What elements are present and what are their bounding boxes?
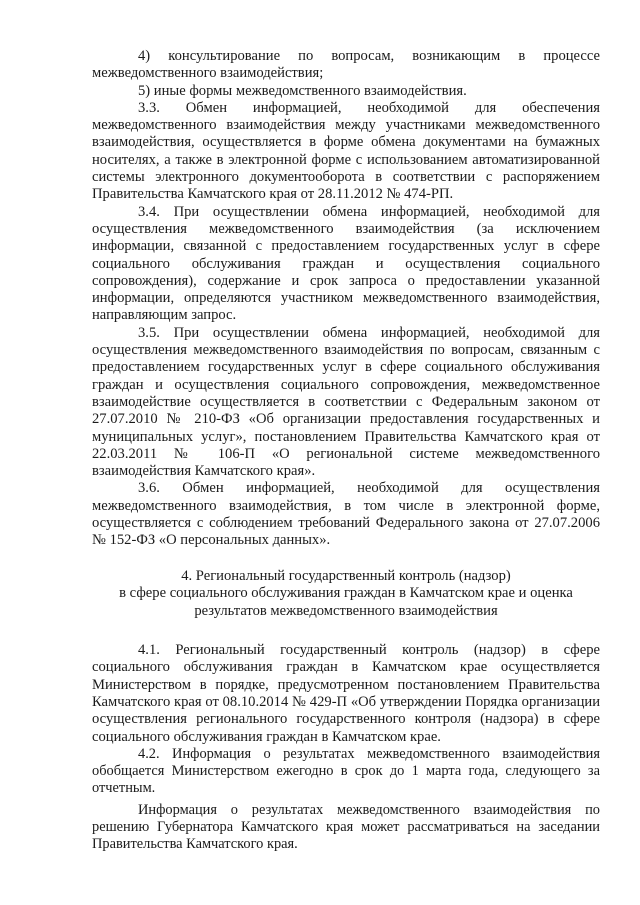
section-4-heading-line-1: 4. Региональный государственный контроль (надзор) bbox=[181, 567, 511, 584]
paragraph-item-4: 4) консультирование по вопросам, возникающим в процессе межведомственного взаимодействия; bbox=[92, 48, 600, 82]
paragraph-3-6: 3.6. Обмен информацией, необходимой для осуществления межведомственного взаимодействия, в том числе в электронной форме, осуществляется с соблюдением требований Федерального закона от 27.07.2006 № 152-ФЗ «О персональных данных». bbox=[92, 480, 600, 549]
paragraph-4-2: 4.2. Информация о результатах межведомственного взаимодействия обобщается Министерством ежегодно в срок до 1 марта года, следующего за отчетным. bbox=[92, 745, 600, 796]
paragraph-3-4: 3.4. При осуществлении обмена информацией, необходимой для осуществления межведомственного взаимодействия (за исключением информации, связанной с предоставлением государственных услуг в сфере социального обслуживания граждан и осуществления социального сопровождения), содержание и срок запроса о предоставлении указанной информации, определяются участником межведомственного взаимодействия, направляющим запрос. bbox=[92, 203, 600, 324]
paragraph-item-5: 5) иные формы межведомственного взаимодействия. bbox=[138, 82, 467, 99]
paragraph-4-1: 4.1. Региональный государственный контроль (надзор) в сфере социального обслуживания граждан в Камчатском крае осуществляется Министерством в порядке, предусмотренном постановлением Правительства Камчатского края от 08.10.2014 № 429-П «Об утверждении Порядка организации осуществления регионального государственного контроля (надзора) в сфере социального обслуживания граждан в Камчатском крае. bbox=[92, 642, 600, 745]
section-4-heading-line-2: в сфере социального обслуживания граждан в Камчатском крае и оценка bbox=[119, 585, 573, 602]
paragraph-3-5: 3.5. При осуществлении обмена информацией, необходимой для осуществления межведомственного взаимодействия по вопросам, связанным с предоставлением государственных услуг в сфере социального обслуживания граждан и осуществления социального сопровождения, межведомственное взаимодействие осуществляется в соответствии с Федеральным законом от 27.07.2010 № 210-ФЗ «Об организации предоставления государственных и муниципальных услуг», постановлением Правительства Камчатского края от 22.03.2011 № 106-П «О региональной системе межведомственного взаимодействия Камчатского края». bbox=[92, 324, 600, 480]
section-4-heading-line-3: результатов межведомственного взаимодействия bbox=[194, 602, 498, 619]
section-4-heading bbox=[92, 568, 600, 621]
paragraph-3-3: 3.3. Обмен информацией, необходимой для обеспечения межведомственного взаимодействия между участниками межведомственного взаимодействия, осуществляется в форме обмена документами на бумажных носителях, а также в электронной форме с использованием автоматизированной системы электронного документооборота в соответствии с распоряжением Правительства Камчатского края от 28.11.2012 № 474-РП. bbox=[92, 99, 600, 203]
paragraph-final: Информация о результатах межведомственного взаимодействия по решению Губернатора Камчатского края может рассматриваться на заседании Правительства Камчатского края. bbox=[92, 801, 600, 852]
